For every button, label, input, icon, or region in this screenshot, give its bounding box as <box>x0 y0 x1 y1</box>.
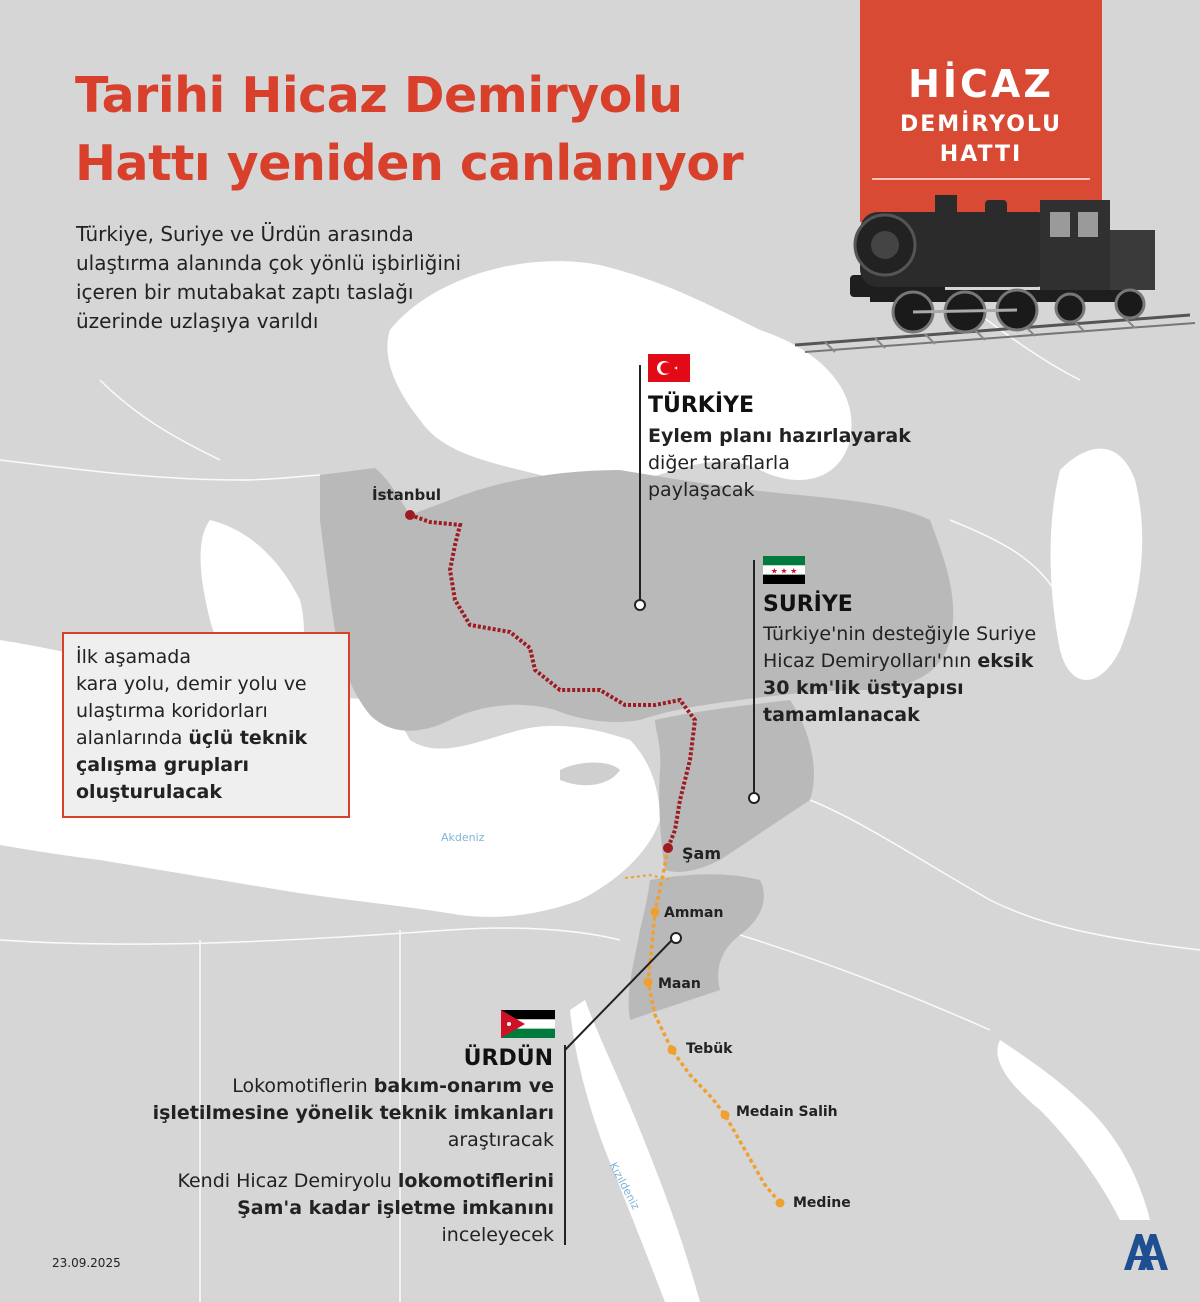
medine-dot <box>776 1199 785 1208</box>
medain-dot <box>721 1111 730 1120</box>
banner-subtitle <box>860 110 1102 170</box>
urdun-marker <box>671 933 681 943</box>
turkiye-text-bold: Eylem planı hazırlayarak <box>648 425 911 447</box>
suriye-text-2 <box>763 648 1103 675</box>
city-label-sam: Şam <box>682 844 721 863</box>
suriye-text-2b: eksik <box>977 650 1034 672</box>
suriye-text-2a: Hicaz Demiryolları'nın <box>763 650 978 672</box>
urdun-p1-line-3: araştıracak <box>447 1129 554 1151</box>
turkiye-marker <box>635 600 645 610</box>
suriye-marker <box>749 793 759 803</box>
box-line-3: ulaştırma koridorları <box>76 700 268 722</box>
suriye-heading: SURİYE <box>763 592 853 617</box>
title-line-2: Hattı yeniden canlanıyor <box>75 135 744 192</box>
city-label-medine: Medine <box>793 1195 851 1211</box>
svg-text:★ ★ ★: ★ ★ ★ <box>770 566 798 576</box>
city-label-medain-salih: Medain Salih <box>736 1104 838 1120</box>
jordan-flag-icon <box>501 1010 555 1038</box>
urdun-text-1 <box>110 1073 554 1154</box>
box-line-1: İlk aşamada <box>76 646 191 668</box>
turkey-flag-icon <box>648 354 690 382</box>
box-line-6: oluşturulacak <box>76 781 222 803</box>
urdun-p1-line-1a: Lokomotiflerin <box>232 1075 374 1097</box>
sea-label-kizildeniz: Kızıldeniz <box>606 1160 643 1212</box>
suriye-text-3: 30 km'lik üstyapısı <box>763 677 964 699</box>
banner-line-3: HATTI <box>939 142 1023 167</box>
syria-flag-icon <box>763 556 805 584</box>
turkiye-text-3: paylaşacak <box>648 479 755 501</box>
aa-logo-icon <box>1122 1228 1170 1272</box>
box-line-5: çalışma grupları <box>76 754 249 776</box>
intro-text: Türkiye, Suriye ve Ürdün arasında ulaştırma alanında çok yönlü işbirliğini içeren bir mutabakat zaptı taslağı üzerinde uzlaşıya varıldı <box>76 222 462 333</box>
title-line-1: Tarihi Hicaz Demiryolu <box>75 67 683 124</box>
date-label: 23.09.2025 <box>52 1256 121 1270</box>
city-label-istanbul: İstanbul <box>372 486 442 504</box>
turkiye-text-2: diğer taraflarla <box>648 452 790 474</box>
locomotive-icon <box>795 190 1195 360</box>
urdun-p2-line-1b: lokomotiflerini <box>397 1170 554 1192</box>
urdun-p2-line-3: inceleyecek <box>441 1224 554 1246</box>
urdun-p1-line-1 <box>110 1073 554 1100</box>
turkiye-heading: TÜRKİYE <box>648 393 755 418</box>
suriye-text <box>763 621 1103 729</box>
city-label-maan: Maan <box>658 976 701 992</box>
urdun-p2-line-1 <box>110 1168 554 1195</box>
banner <box>860 0 1102 222</box>
urdun-heading: ÜRDÜN <box>463 1046 553 1071</box>
urdun-p2-line-1a: Kendi Hicaz Demiryolu <box>177 1170 398 1192</box>
info-box <box>62 632 350 818</box>
urdun-text-2 <box>110 1168 554 1249</box>
page-title <box>75 62 835 198</box>
urdun-p2-line-2: Şam'a kadar işletme imkanını <box>237 1197 554 1219</box>
suriye-text-4: tamamlanacak <box>763 704 920 726</box>
sea-label-akdeniz: Akdeniz <box>441 831 485 844</box>
istanbul-dot <box>405 510 415 520</box>
amman-dot <box>651 908 660 917</box>
box-line-4b: üçlü teknik <box>188 727 308 749</box>
urdun-p1-line-1b: bakım-onarım ve <box>373 1075 554 1097</box>
banner-divider <box>872 178 1090 180</box>
box-line-4 <box>76 725 336 752</box>
tebuk-dot <box>668 1046 677 1055</box>
box-line-2: kara yolu, demir yolu ve <box>76 673 307 695</box>
city-label-amman: Amman <box>664 905 724 921</box>
city-label-tebuk: Tebük <box>686 1041 733 1057</box>
maan-dot <box>644 978 653 987</box>
box-line-4a: alanlarında <box>76 727 189 749</box>
suriye-text-1: Türkiye'nin desteğiyle Suriye <box>763 623 1037 645</box>
banner-title: HİCAZ <box>908 62 1054 106</box>
sam-dot <box>663 843 673 853</box>
turkiye-text <box>648 423 968 504</box>
banner-line-2: DEMİRYOLU <box>899 112 1063 137</box>
urdun-p1-line-2: işletilmesine yönelik teknik imkanları <box>152 1102 554 1124</box>
